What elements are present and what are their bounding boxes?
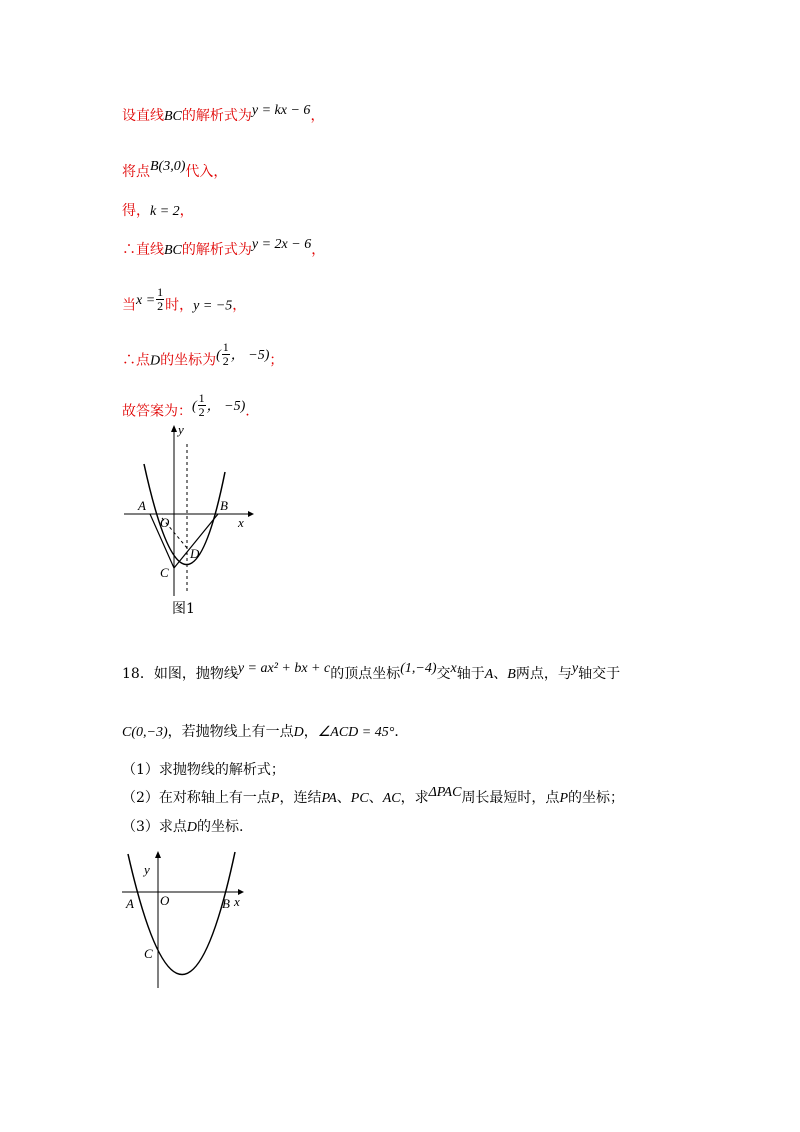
fraction	[198, 392, 206, 419]
fraction-numerator: 1	[198, 391, 205, 405]
math: x	[450, 661, 457, 676]
math: D	[293, 725, 304, 740]
y-axis-arrow-icon	[171, 425, 177, 432]
text: 将点	[122, 164, 150, 180]
text: ∴点	[122, 352, 150, 369]
math: y = ax² + bx + c	[237, 661, 331, 676]
label-b: B	[222, 896, 230, 911]
y-axis-arrow-icon	[155, 851, 161, 858]
text: ，连结	[279, 790, 322, 806]
text: ；	[269, 352, 284, 369]
label-o: O	[160, 893, 170, 908]
label-y: y	[178, 422, 184, 437]
math: ΔPAC	[428, 785, 462, 800]
fraction-numerator: 1	[157, 285, 164, 299]
math: D	[186, 820, 198, 835]
figure-2	[118, 848, 253, 993]
text: 的顶点坐标	[330, 666, 401, 682]
text: （2）在对称轴上有一点	[122, 790, 271, 806]
text: ，若抛物线上有一点	[167, 724, 294, 740]
math: ∠ACD = 45°	[317, 725, 395, 740]
solution-line-2	[122, 159, 228, 183]
text: 、	[493, 666, 508, 682]
fraction-denominator: 2	[157, 299, 164, 313]
text: ，	[311, 242, 326, 258]
label-x: x	[234, 894, 240, 909]
text: ．	[394, 724, 409, 740]
text: ，	[310, 108, 325, 124]
problem-line-1	[122, 661, 621, 685]
text: 当	[122, 297, 136, 314]
x-axis-arrow-icon	[248, 511, 254, 517]
math: x =	[136, 292, 156, 308]
fraction-denominator: 2	[198, 405, 205, 419]
math: P	[559, 791, 568, 806]
solution-line-6	[122, 340, 284, 374]
text: 的坐标.	[197, 819, 244, 835]
fraction-denominator: 2	[222, 354, 229, 368]
text: ，	[179, 203, 194, 219]
question-2	[122, 785, 624, 809]
label-o: O	[160, 515, 170, 530]
math: A	[484, 667, 494, 682]
problem-line-2	[122, 722, 408, 743]
math: y = −5	[193, 298, 233, 314]
math: y = kx − 6	[251, 103, 311, 118]
math: PC	[350, 791, 369, 806]
math: (	[192, 398, 197, 414]
text: ，求	[400, 790, 429, 806]
text: ，	[303, 724, 318, 740]
text: （1）求抛物线的解析式；	[122, 762, 285, 778]
text: 轴于	[456, 666, 485, 682]
math: PA	[321, 791, 337, 806]
question-3	[122, 817, 244, 838]
math: (1,−4)	[400, 661, 437, 676]
text: 18．如图，抛物线	[122, 666, 238, 682]
text: 时，	[165, 297, 194, 314]
fraction-numerator: 1	[222, 340, 229, 354]
math: BC	[164, 243, 182, 258]
math: ， −5)	[230, 347, 270, 363]
math: AC	[382, 791, 401, 806]
figure-1-caption: 图1	[172, 601, 195, 617]
text: 轴交于	[578, 666, 621, 682]
figure-1	[118, 420, 258, 600]
math: (	[216, 347, 221, 363]
text: （3）求点	[122, 819, 187, 835]
fraction	[156, 286, 164, 313]
text: 的坐标为	[160, 352, 217, 369]
label-d: D	[190, 546, 200, 561]
label-x: x	[238, 515, 244, 530]
fraction	[222, 341, 230, 368]
math: D	[150, 353, 161, 369]
text: ，	[232, 297, 247, 314]
text: 设直线	[122, 108, 164, 124]
text: 代入，	[185, 164, 228, 180]
text: 的坐标；	[568, 790, 624, 806]
text: 、	[368, 790, 383, 806]
math: P	[270, 791, 280, 806]
math: BC	[164, 109, 182, 124]
math: B(3,0)	[150, 159, 186, 174]
text: 的解析式为	[181, 242, 252, 258]
text: 交	[436, 666, 451, 682]
text: 的解析式为	[181, 108, 252, 124]
label-b: B	[220, 498, 228, 513]
text: 、	[336, 790, 351, 806]
math: y	[571, 661, 579, 676]
solution-line-3	[122, 201, 194, 222]
question-1	[122, 760, 285, 780]
label-a: A	[138, 498, 146, 513]
solution-line-4	[122, 237, 326, 261]
text: 得，	[122, 203, 150, 219]
solution-line-1	[122, 103, 325, 127]
solution-line-5	[122, 285, 247, 319]
text: .	[245, 403, 250, 420]
label-c: C	[160, 565, 169, 580]
text: 故答案为：	[122, 403, 192, 420]
math: B	[507, 667, 516, 682]
label-c: C	[144, 946, 153, 961]
text: ∴直线	[122, 242, 164, 258]
math: C(0,−3)	[122, 725, 168, 740]
math: y = 2x − 6	[251, 237, 312, 252]
math: k = 2	[150, 204, 180, 219]
label-y: y	[144, 862, 150, 877]
label-a: A	[126, 896, 134, 911]
math: ， −5)	[206, 398, 246, 414]
text: 周长最短时，点	[461, 790, 560, 806]
text: 两点，与	[515, 666, 572, 682]
